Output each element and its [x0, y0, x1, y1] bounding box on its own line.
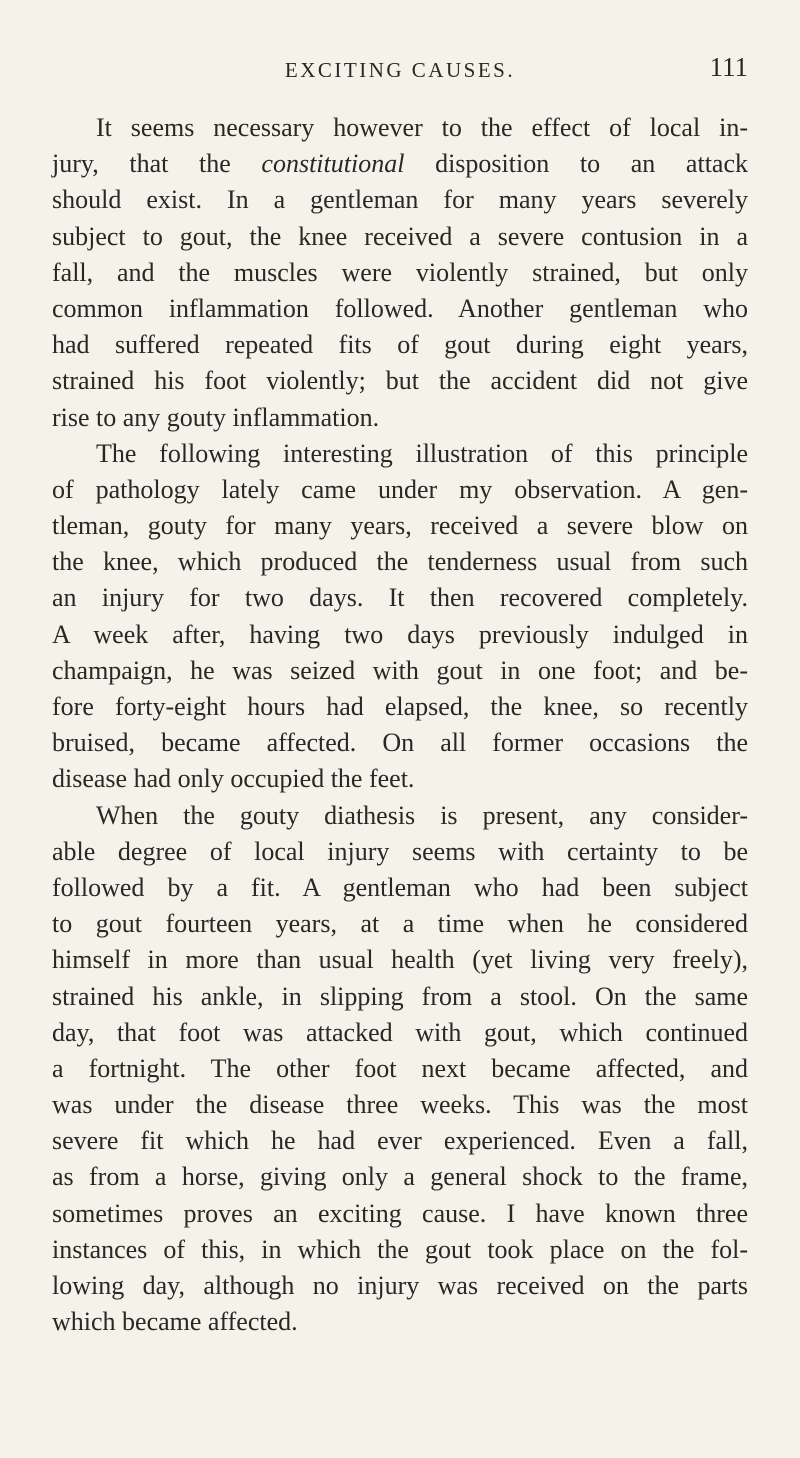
text-line: of pathology lately came under my observation. A gen-: [52, 474, 748, 504]
text-line: When the gouty diathesis is present, any consider-: [96, 800, 748, 830]
text-line: lowing day, although no injury was received on the parts: [52, 1271, 748, 1300]
text-line: followed by a fit. A gentleman who had been subject: [52, 872, 748, 902]
text-line: disease had only occupied the feet.: [52, 764, 415, 794]
text-line: instances of this, in which the gout took place on the fol-: [52, 1234, 748, 1264]
text-line: A week after, having two days previously indulged in: [52, 619, 748, 649]
text-line: It seems necessary however to the effect of local in-: [96, 113, 748, 142]
text-line: common inflammation followed. Another gentleman who: [52, 293, 748, 323]
text-line: The following interesting illustration of this principle: [96, 438, 748, 468]
text-line: jury, that the constitutional disposition to an attack: [52, 149, 748, 179]
paragraph: [52, 436, 748, 798]
text-line: severe fit which he had ever experienced. Even a fall,: [52, 1126, 748, 1156]
paragraph: [52, 110, 748, 436]
text-line: as from a horse, giving only a general shock to the frame,: [52, 1162, 748, 1192]
running-header: [52, 52, 748, 92]
text-line: should exist. In a gentleman for many years severely: [52, 185, 748, 215]
text-line: champaign, he was seized with gout in one foot; and be-: [52, 655, 748, 685]
text-line: a fortnight. The other foot next became affected, and: [52, 1053, 748, 1083]
text-line: himself in more than usual health (yet living very freely),: [52, 945, 748, 975]
text-line: to gout fourteen years, at a time when he considered: [52, 909, 748, 939]
text-line: rise to any gouty inflammation.: [52, 402, 380, 432]
text-line: fall, and the muscles were violently strained, but only: [52, 257, 748, 287]
text-line: able degree of local injury seems with certainty to be: [52, 836, 748, 866]
text-line: sometimes proves an exciting cause. I have known three: [52, 1198, 748, 1228]
text-line: subject to gout, the knee received a severe contusion in a: [52, 221, 748, 251]
text-line: bruised, became affected. On all former occasions the: [52, 728, 748, 758]
text-line: was under the disease three weeks. This was the most: [52, 1090, 748, 1120]
body-text: [52, 110, 748, 1340]
text-line: fore forty-eight hours had elapsed, the knee, so recently: [52, 692, 748, 721]
text-line: strained his foot violently; but the accident did not give: [52, 366, 748, 396]
paragraph: [52, 798, 748, 1341]
text-line: had suffered repeated fits of gout during eight years,: [52, 330, 748, 360]
running-title: EXCITING CAUSES.: [284, 58, 516, 82]
text-line: day, that foot was attacked with gout, which continued: [52, 1017, 748, 1047]
text-line: tleman, gouty for many years, received a severe blow on: [52, 511, 748, 541]
text-line: strained his ankle, in slipping from a stool. On the same: [52, 981, 748, 1011]
text-line: the knee, which produced the tenderness usual from such: [52, 547, 748, 577]
text-line: an injury for two days. It then recovered completely.: [52, 583, 748, 613]
page-number: 111: [709, 52, 748, 82]
text-line: which became affected.: [52, 1307, 298, 1337]
